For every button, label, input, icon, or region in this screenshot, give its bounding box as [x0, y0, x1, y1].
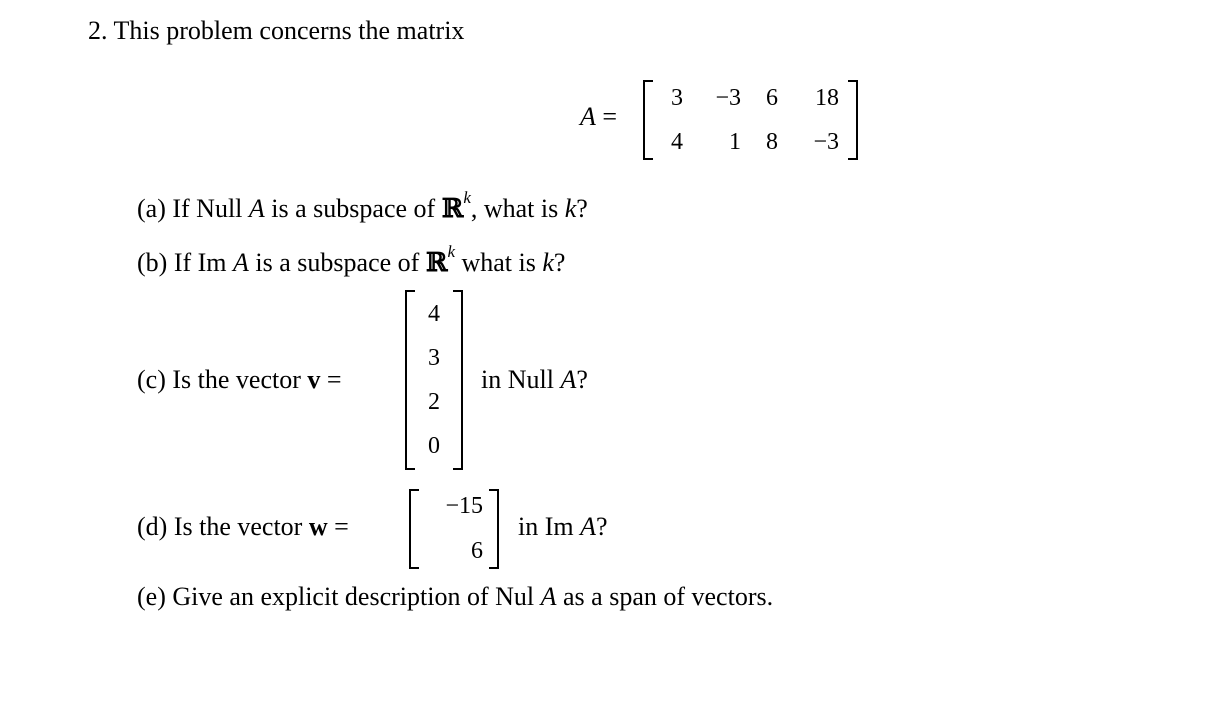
matrix-a-lhs [580, 104, 617, 130]
part-a-text: If Null [172, 194, 243, 223]
part-a-text: is a subspace of [271, 194, 436, 223]
part-e-text: Give an explicit description of Nul [172, 582, 535, 611]
part-d-lhs [137, 514, 349, 540]
part-b [137, 242, 566, 278]
vector-v-entry: 3 [428, 345, 440, 371]
part-e-text: as a span of vectors. [563, 582, 774, 611]
matrix-a-entry: 6 [766, 85, 778, 111]
matrix-a-right-bracket [848, 80, 858, 160]
matrix-a-entry: 3 [671, 85, 683, 111]
part-a-exponent: k [463, 188, 471, 208]
vector-v-entry: 4 [428, 301, 440, 327]
matrix-a-entry: 4 [671, 129, 683, 155]
part-b-var-k: k [542, 248, 554, 277]
vector-w-right-bracket [489, 489, 499, 569]
part-b-label: (b) [137, 248, 168, 277]
vector-v-right-bracket [453, 290, 463, 470]
equals-sign: = [334, 512, 349, 541]
part-a-var-k: k [564, 194, 577, 223]
part-b-text: what is [461, 248, 536, 277]
part-a-label: (a) [137, 194, 166, 223]
part-d-var-a: A [580, 512, 596, 541]
matrix-a-entry: −3 [715, 85, 741, 111]
part-d-text: in Im [518, 512, 574, 541]
part-a-question-mark: ? [576, 194, 588, 223]
part-d-text: Is the vector [173, 512, 303, 541]
vector-v-left-bracket [405, 290, 415, 470]
part-e-label: (e) [137, 582, 166, 611]
part-a-var-a: A [248, 194, 265, 223]
vector-w-symbol: w [308, 512, 328, 541]
part-c-text: in Null [481, 365, 554, 394]
part-d-label: (d) [137, 512, 168, 541]
problem-intro: This problem concerns the matrix [113, 16, 465, 45]
vector-v-entry: 2 [428, 389, 440, 415]
part-c-lhs [137, 367, 342, 393]
part-b-question-mark: ? [553, 248, 566, 277]
matrix-a-entry: 1 [729, 129, 741, 155]
vector-w-entry: 6 [471, 538, 483, 564]
vector-v-entry: 0 [428, 433, 440, 459]
part-b-var-a: A [233, 248, 249, 277]
equals-sign: = [326, 365, 342, 394]
vector-w-entry: −15 [445, 493, 483, 519]
part-a [137, 188, 588, 224]
part-c-text: Is the vector [172, 365, 301, 394]
matrix-a-left-bracket [643, 80, 653, 160]
part-d-question-mark: ? [596, 512, 608, 541]
part-d-rhs [518, 514, 608, 540]
part-b-exponent: k [447, 242, 455, 262]
matrix-a-entry: −3 [813, 129, 839, 155]
part-e [137, 584, 773, 610]
matrix-a-symbol: A [580, 102, 596, 131]
part-e-var-a: A [540, 582, 557, 611]
real-numbers-symbol: ℝ [425, 248, 448, 278]
problem-header [88, 18, 464, 44]
equals-sign: = [602, 102, 618, 131]
part-b-text: If Im [173, 248, 227, 277]
real-numbers-symbol: ℝ [441, 194, 464, 224]
part-c-rhs [481, 367, 588, 393]
part-a-text: , what is [470, 194, 559, 223]
matrix-a-entry: 8 [766, 129, 778, 155]
part-c-var-a: A [560, 365, 577, 394]
problem-number: 2. [88, 16, 108, 45]
vector-w-left-bracket [409, 489, 419, 569]
part-c-label: (c) [137, 365, 166, 394]
part-b-text: is a subspace of [255, 248, 420, 277]
matrix-a-entry: 18 [815, 85, 839, 111]
part-c-question-mark: ? [576, 365, 588, 394]
vector-v-symbol: v [307, 365, 321, 394]
